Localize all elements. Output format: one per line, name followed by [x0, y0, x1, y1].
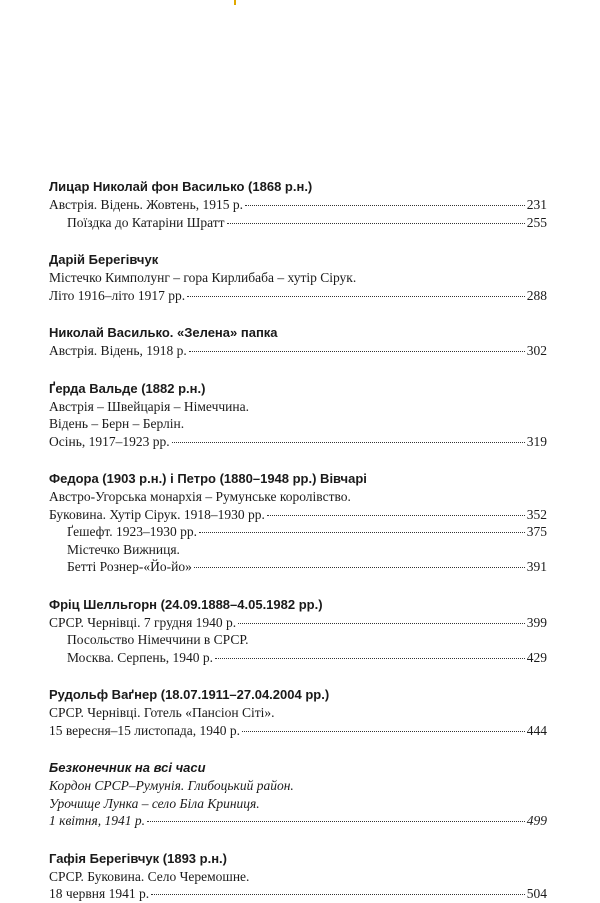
- toc-entry: [49, 812, 547, 830]
- dot-leader: [215, 658, 525, 659]
- entry-text: СРСР. Чернівці. 7 грудня 1940 р.: [49, 614, 237, 630]
- toc-section: [49, 466, 547, 576]
- entry-text: Австрія. Відень. Жовтень, 1915 р.: [49, 197, 244, 212]
- toc-entry: [49, 541, 547, 559]
- toc-section: [49, 846, 547, 903]
- dot-leader: [238, 623, 525, 624]
- section-title: Дарій Берегівчук: [49, 252, 159, 267]
- dot-leader: [172, 442, 525, 443]
- toc-entry: [49, 614, 547, 632]
- section-title: Гафія Берегівчук (1893 р.н.): [49, 850, 227, 866]
- entry-text: Буковина. Хутір Сірук. 1918–1930 рр.: [49, 506, 265, 522]
- page-number: 375: [526, 524, 547, 539]
- page-number: 255: [526, 214, 547, 230]
- entry-text: 1 квітня, 1941 р.: [49, 813, 146, 828]
- toc-section: [49, 320, 547, 360]
- dot-leader: [267, 515, 525, 516]
- entry-text: Посольство Німеччини в СРСР.: [67, 632, 249, 647]
- section-title: Фріц Шелльгорн (24.09.1888–4.05.1982 рр.): [49, 596, 323, 612]
- section-title: Ґерда Вальде (1882 р.н.): [49, 380, 206, 396]
- toc-entry: [49, 342, 547, 360]
- section-spacer: [49, 739, 547, 755]
- toc-entry: [49, 488, 547, 506]
- entry-text: Містечко Вижниця.: [67, 541, 180, 557]
- page-number: 319: [526, 433, 547, 449]
- page-number: 499: [526, 813, 547, 828]
- toc-section: [49, 247, 547, 304]
- page-number: 391: [526, 559, 547, 574]
- page-number: 429: [526, 649, 547, 665]
- entry-text: Бетті Рознер-«Йо-йо»: [67, 559, 192, 574]
- entry-text: Літо 1916–літо 1917 рр.: [49, 287, 186, 303]
- toc-section: [49, 682, 547, 739]
- entry-text: 15 вересня–15 листопада, 1940 р.: [49, 722, 241, 738]
- toc-entry: [49, 885, 547, 903]
- page-number: 399: [526, 614, 547, 630]
- toc-entry: [49, 722, 547, 740]
- dot-leader: [147, 821, 525, 822]
- toc-entry: [49, 868, 547, 886]
- section-spacer: [49, 304, 547, 320]
- toc-entry: [49, 704, 547, 722]
- toc-entry: [49, 649, 547, 667]
- page-number: 231: [526, 197, 547, 212]
- page-top-mark: [234, 0, 236, 5]
- toc-entry: [49, 523, 547, 541]
- entry-text: СРСР. Буковина. Село Черемошне.: [49, 868, 250, 884]
- toc-entry: [49, 415, 547, 433]
- toc-entry: [49, 433, 547, 451]
- section-spacer: [49, 231, 547, 247]
- section-title: Рудольф Ваґнер (18.07.1911–27.04.2004 рр.): [49, 687, 330, 702]
- toc-section: [49, 755, 547, 830]
- dot-leader: [245, 205, 525, 206]
- entry-text: Урочище Лунка – село Біла Криниця.: [49, 795, 260, 811]
- section-spacer: [49, 576, 547, 592]
- toc-entry: [49, 269, 547, 287]
- entry-text: Осінь, 1917–1923 рр.: [49, 433, 170, 449]
- section-spacer: [49, 360, 547, 376]
- toc-entry: [49, 398, 547, 416]
- page-number: 444: [526, 722, 547, 738]
- entry-text: Москва. Серпень, 1940 р.: [67, 649, 214, 665]
- entry-text: Австрія – Швейцарія – Німеччина.: [49, 398, 249, 414]
- toc-entry: [49, 631, 547, 649]
- section-spacer: [49, 450, 547, 466]
- toc-section: [49, 376, 547, 451]
- toc-entry: [49, 777, 547, 795]
- section-title: Лицар Николай фон Василько (1868 р.н.): [49, 179, 313, 194]
- toc-entry: [49, 795, 547, 813]
- dot-leader: [199, 532, 525, 533]
- toc-entry: [49, 558, 547, 576]
- dot-leader: [151, 894, 525, 895]
- section-title: Николай Василько. «Зелена» папка: [49, 325, 278, 340]
- entry-text: 18 червня 1941 р.: [49, 886, 150, 901]
- entry-text: Кордон СРСР–Румунія. Глибоцький район.: [49, 778, 294, 793]
- toc-entry: [49, 214, 547, 232]
- page-number: 352: [526, 506, 547, 522]
- entry-text: СРСР. Чернівці. Готель «Пансіон Сіті».: [49, 705, 275, 720]
- toc-entry: [49, 287, 547, 305]
- entry-text: Ґешефт. 1923–1930 рр.: [67, 524, 198, 539]
- dot-leader: [194, 567, 525, 568]
- section-title: Федора (1903 р.н.) і Петро (1880–1948 рр.) Вівчарі: [49, 471, 367, 486]
- page-number: 302: [526, 343, 547, 358]
- table-of-contents: [49, 174, 547, 903]
- toc-section: [49, 174, 547, 231]
- section-spacer: [49, 830, 547, 846]
- section-title: Безконечник на всі часи: [49, 760, 206, 775]
- page-number: 288: [526, 287, 547, 303]
- entry-text: Австро-Угорська монархія – Румунське королівство.: [49, 489, 351, 504]
- dot-leader: [189, 351, 525, 352]
- page-number: 504: [526, 886, 547, 901]
- dot-leader: [242, 731, 525, 732]
- toc-section: [49, 592, 547, 667]
- entry-text: Відень – Берн – Берлін.: [49, 416, 185, 431]
- toc-entry: [49, 506, 547, 524]
- entry-text: Містечко Кимполунг – гора Кирлибаба – хутір Сірук.: [49, 270, 357, 285]
- entry-text: Австрія. Відень, 1918 р.: [49, 343, 187, 358]
- dot-leader: [227, 223, 525, 224]
- dot-leader: [187, 296, 525, 297]
- section-spacer: [49, 666, 547, 682]
- toc-entry: [49, 196, 547, 214]
- entry-text: Поїздка до Катаріни Шратт: [67, 214, 225, 230]
